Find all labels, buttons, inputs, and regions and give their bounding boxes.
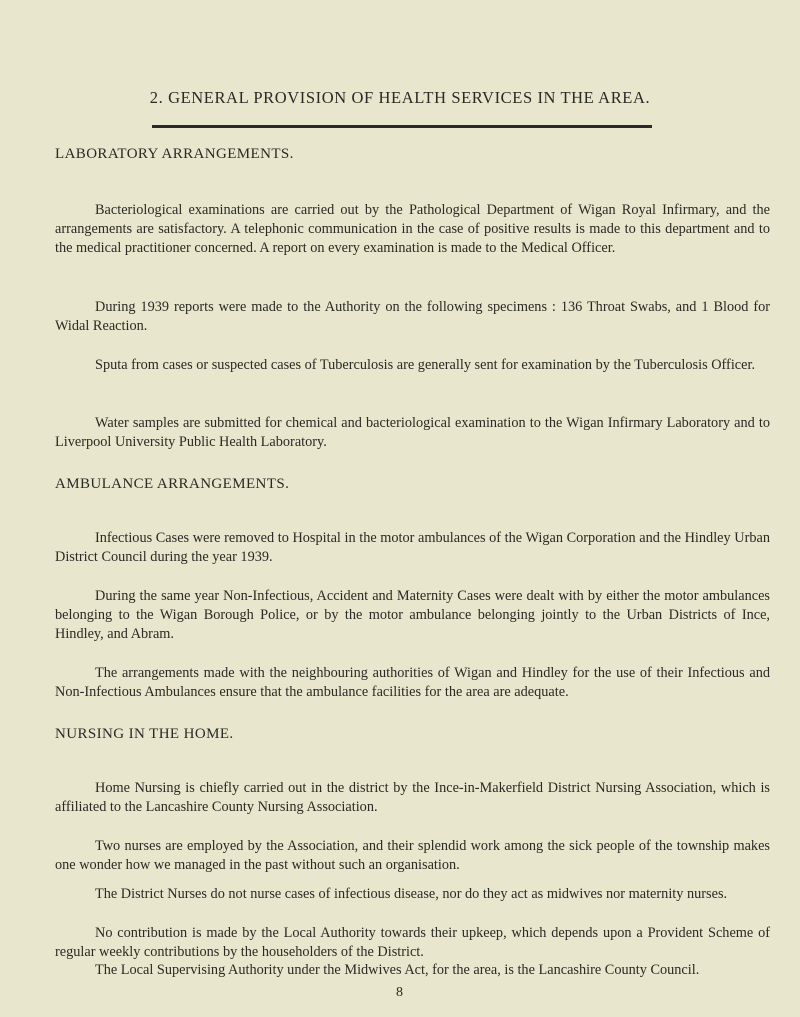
paragraph: During 1939 reports were made to the Authority on the following specimens : 136 Throat Swabs, and 1 Blood for Widal Reaction. <box>55 299 770 334</box>
page-number: 8 <box>396 985 403 1000</box>
paragraph: Bacteriological examinations are carried out by the Pathological Department of Wigan Royal Infirmary, and the arrangements are satisfactory. A telephonic communication in the case of positive results is made to this department and to the medical practitioner concerned. A report on every examination is made to the Medical Officer. <box>55 202 770 256</box>
title-underline <box>152 125 652 128</box>
paragraph: During the same year Non-Infectious, Accident and Maternity Cases were dealt with by either the motor ambulances belonging to the Wigan Borough Police, or by the motor ambulance belonging jointly to the Urban Districts of Ince, Hindley, and Abram. <box>55 588 770 642</box>
paragraph: Sputa from cases or suspected cases of Tuberculosis are generally sent for examination by the Tuberculosis Officer. <box>95 357 756 373</box>
paragraph: Water samples are submitted for chemical and bacteriological examination to the Wigan Infirmary Laboratory and to Liverpool University Public Health Laboratory. <box>55 415 770 450</box>
paragraph: Home Nursing is chiefly carried out in the district by the Ince-in-Makerfield District Nursing Association, which is affiliated to the Lancashire County Nursing Association. <box>55 780 770 815</box>
section-heading-nursing: NURSING IN THE HOME. <box>55 726 234 742</box>
paragraph: Two nurses are employed by the Association, and their splendid work among the sick people of the township makes one wonder how we managed in the past without such an organisation. <box>55 838 770 873</box>
paragraph: Infectious Cases were removed to Hospital in the motor ambulances of the Wigan Corporation and the Hindley Urban District Council during the year 1939. <box>55 530 770 565</box>
paragraph: The Local Supervising Authority under the Midwives Act, for the area, is the Lancashire County Council. <box>95 962 700 978</box>
paragraph: The District Nurses do not nurse cases of infectious disease, nor do they act as midwives nor maternity nurses. <box>95 886 728 902</box>
page-title: 2. GENERAL PROVISION OF HEALTH SERVICES IN THE AREA. <box>149 88 651 107</box>
section-heading-laboratory: LABORATORY ARRANGEMENTS. <box>55 146 294 162</box>
paragraph: The arrangements made with the neighbouring authorities of Wigan and Hindley for the use of their Infectious and Non-Infectious Ambulances ensure that the ambulance facilities for the area are adequate. <box>55 665 770 700</box>
paragraph: No contribution is made by the Local Authority towards their upkeep, which depends upon a Provident Scheme of regular weekly contributions by the householders of the District. <box>55 925 770 960</box>
section-heading-ambulance: AMBULANCE ARRANGEMENTS. <box>55 476 290 492</box>
